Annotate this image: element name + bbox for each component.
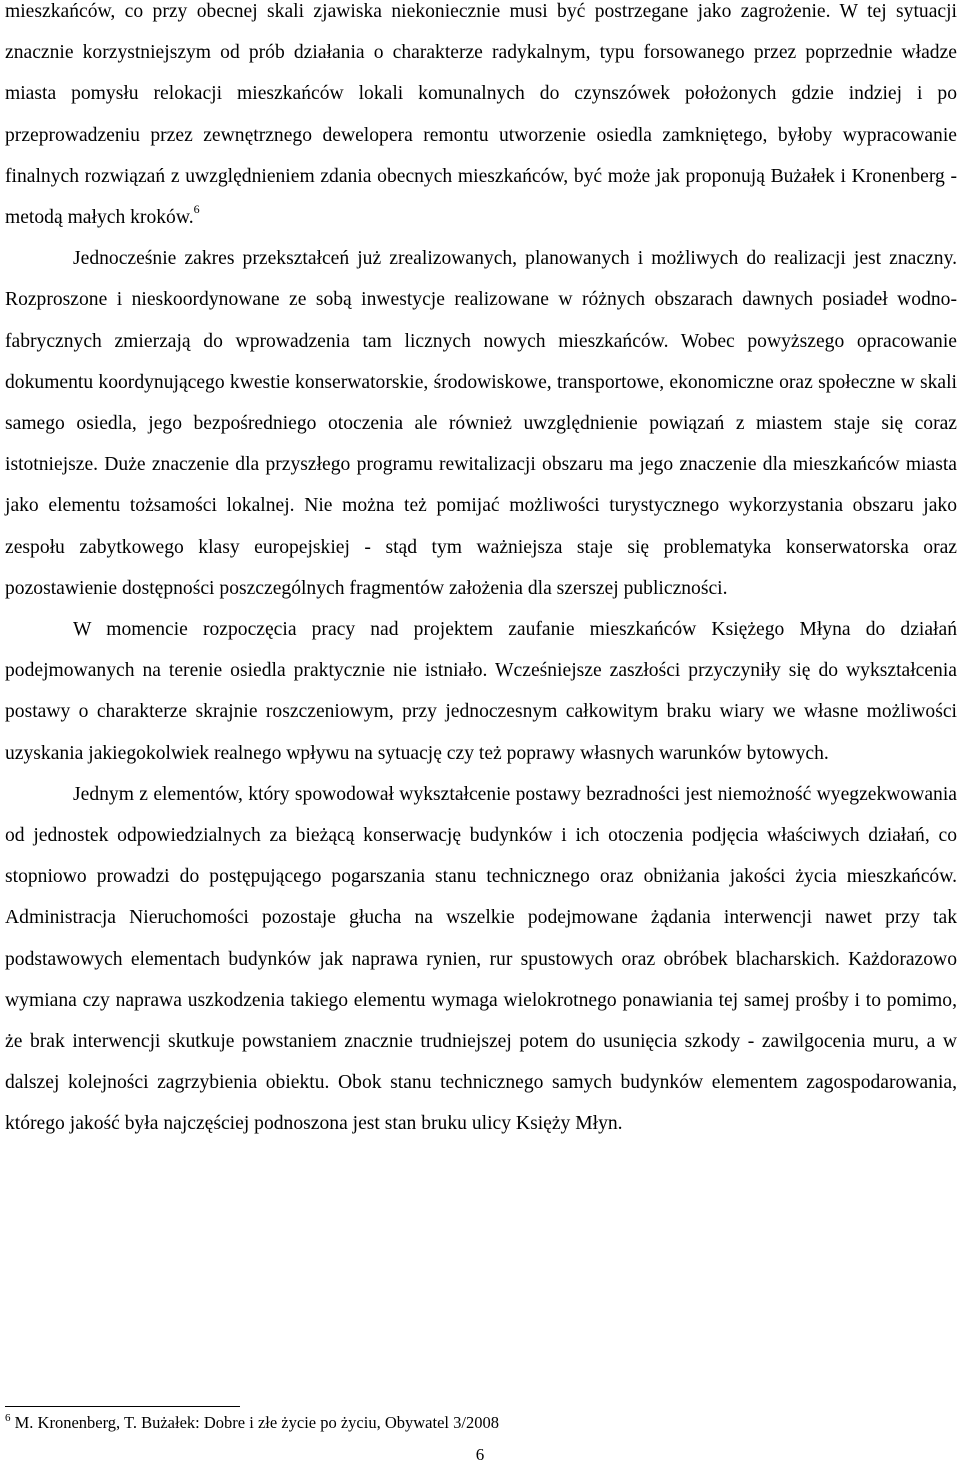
page-number: 6 [475,1445,485,1464]
document-page [5,0,957,1145]
footnote-number: 6 [5,1411,11,1424]
paragraph-4: Jednym z elementów, który spowodował wykształcenie postawy bezradności jest niemożność wyegzekwowania od jednostek odpowiedzialnych za bieżącą konserwację budynków i ich otoczenia podjęcia właściwych działań, co stopniowo prowadzi do postępującego pogarszania stanu technicznego oraz obniżania jakości życia mieszkańców. Administracja Nieruchomości pozostaje głucha na wszelkie podejmowane żądania interwencji nawet przy tak podstawowych elementach budynków jak naprawa rynien, rur spustowych oraz obróbek blacharskich. Każdorazowo wymiana czy naprawa uszkodzenia takiego elementu wymaga wielokrotnego ponawiania tej samej prośby i to pomimo, że brak interwencji skutkuje powstaniem znacznie trudniejszej potem do usunięcia szkody - zawilgocenia muru, a w dalszej kolejności zagrzybienia obiektu. Obok stanu technicznego samych budynków elementem zagospodarowania, którego jakość była najczęściej podnoszona jest stan bruku ulicy Księży Młyn. [5,783,957,1135]
footnote-text: M. Kronenberg, T. Bużałek: Dobre i złe życie po życiu, Obywatel 3/2008 [10,1413,499,1432]
footnote [5,1412,945,1434]
paragraph-2: Jednocześnie zakres przekształceń już zrealizowanych, planowanych i możliwych do realizacji jest znaczny. Rozproszone i nieskoordynowane ze sobą inwestycje realizowane w różnych obszarach dawnych posiadeł wodno-fabrycznych zmierzają do wprowadzenia tam licznych nowych mieszkańców. Wobec powyższego opracowanie dokumentu koordynującego kwestie konserwatorskie, środowiskowe, transportowe, ekonomiczne oraz społeczne w skali samego osiedla, jego bezpośredniego otoczenia ale również uwzględnienie powiązań z miastem staje się coraz istotniejsze. Duże znaczenie dla przyszłego programu rewitalizacji obszaru ma jego znaczenie dla mieszkańców miasta jako elementu tożsamości lokalnej. Nie można też pomijać możliwości turystycznego wykorzystania obszaru jako zespołu zabytkowego klasy europejskiej - stąd tym ważniejsza staje się problematyka konserwatorska oraz pozostawienie dostępności poszczególnych fragmentów założenia dla szerszej publiczności. [5,248,957,599]
paragraph-1-text: mieszkańców, co przy obecnej skali zjawiska niekoniecznie musi być postrzegane jako zagrożenie. W tej sytuacji znacznie korzystniejszym od prób działania o charakterze radykalnym, typu forsowanego przez poprzednie władze miasta pomysłu relokacji mieszkańców lokali komunalnych do czynszówek położonych gdzie indziej i po przeprowadzeniu przez zewnętrznego dewelopera remontu utworzenie osiedla zamkniętego, byłoby wypracowanie finalnych rozwiązań z uwzględnieniem zdania obecnych mieszkańców, być może jak proponują Bużałek i Kronenberg - metodą małych kroków. [5,1,957,229]
footnote-reference[interactable]: 6 [193,202,200,217]
paragraph-1 [5,0,957,238]
footnote-divider [5,1406,240,1407]
paragraph-3: W momencie rozpoczęcia pracy nad projektem zaufanie mieszkańców Księżego Młyna do działań podejmowanych na terenie osiedla praktycznie nie istniało. Wcześniejsze zaszłości przyczyniły się do wykształcenia postawy o charakterze skrajnie roszczeniowym, przy jednoczesnym całkowitym braku wiary we własne możliwości uzyskania jakiegokolwiek realnego wpływu na sytuację czy też poprawy własnych warunków bytowych. [5,619,957,764]
